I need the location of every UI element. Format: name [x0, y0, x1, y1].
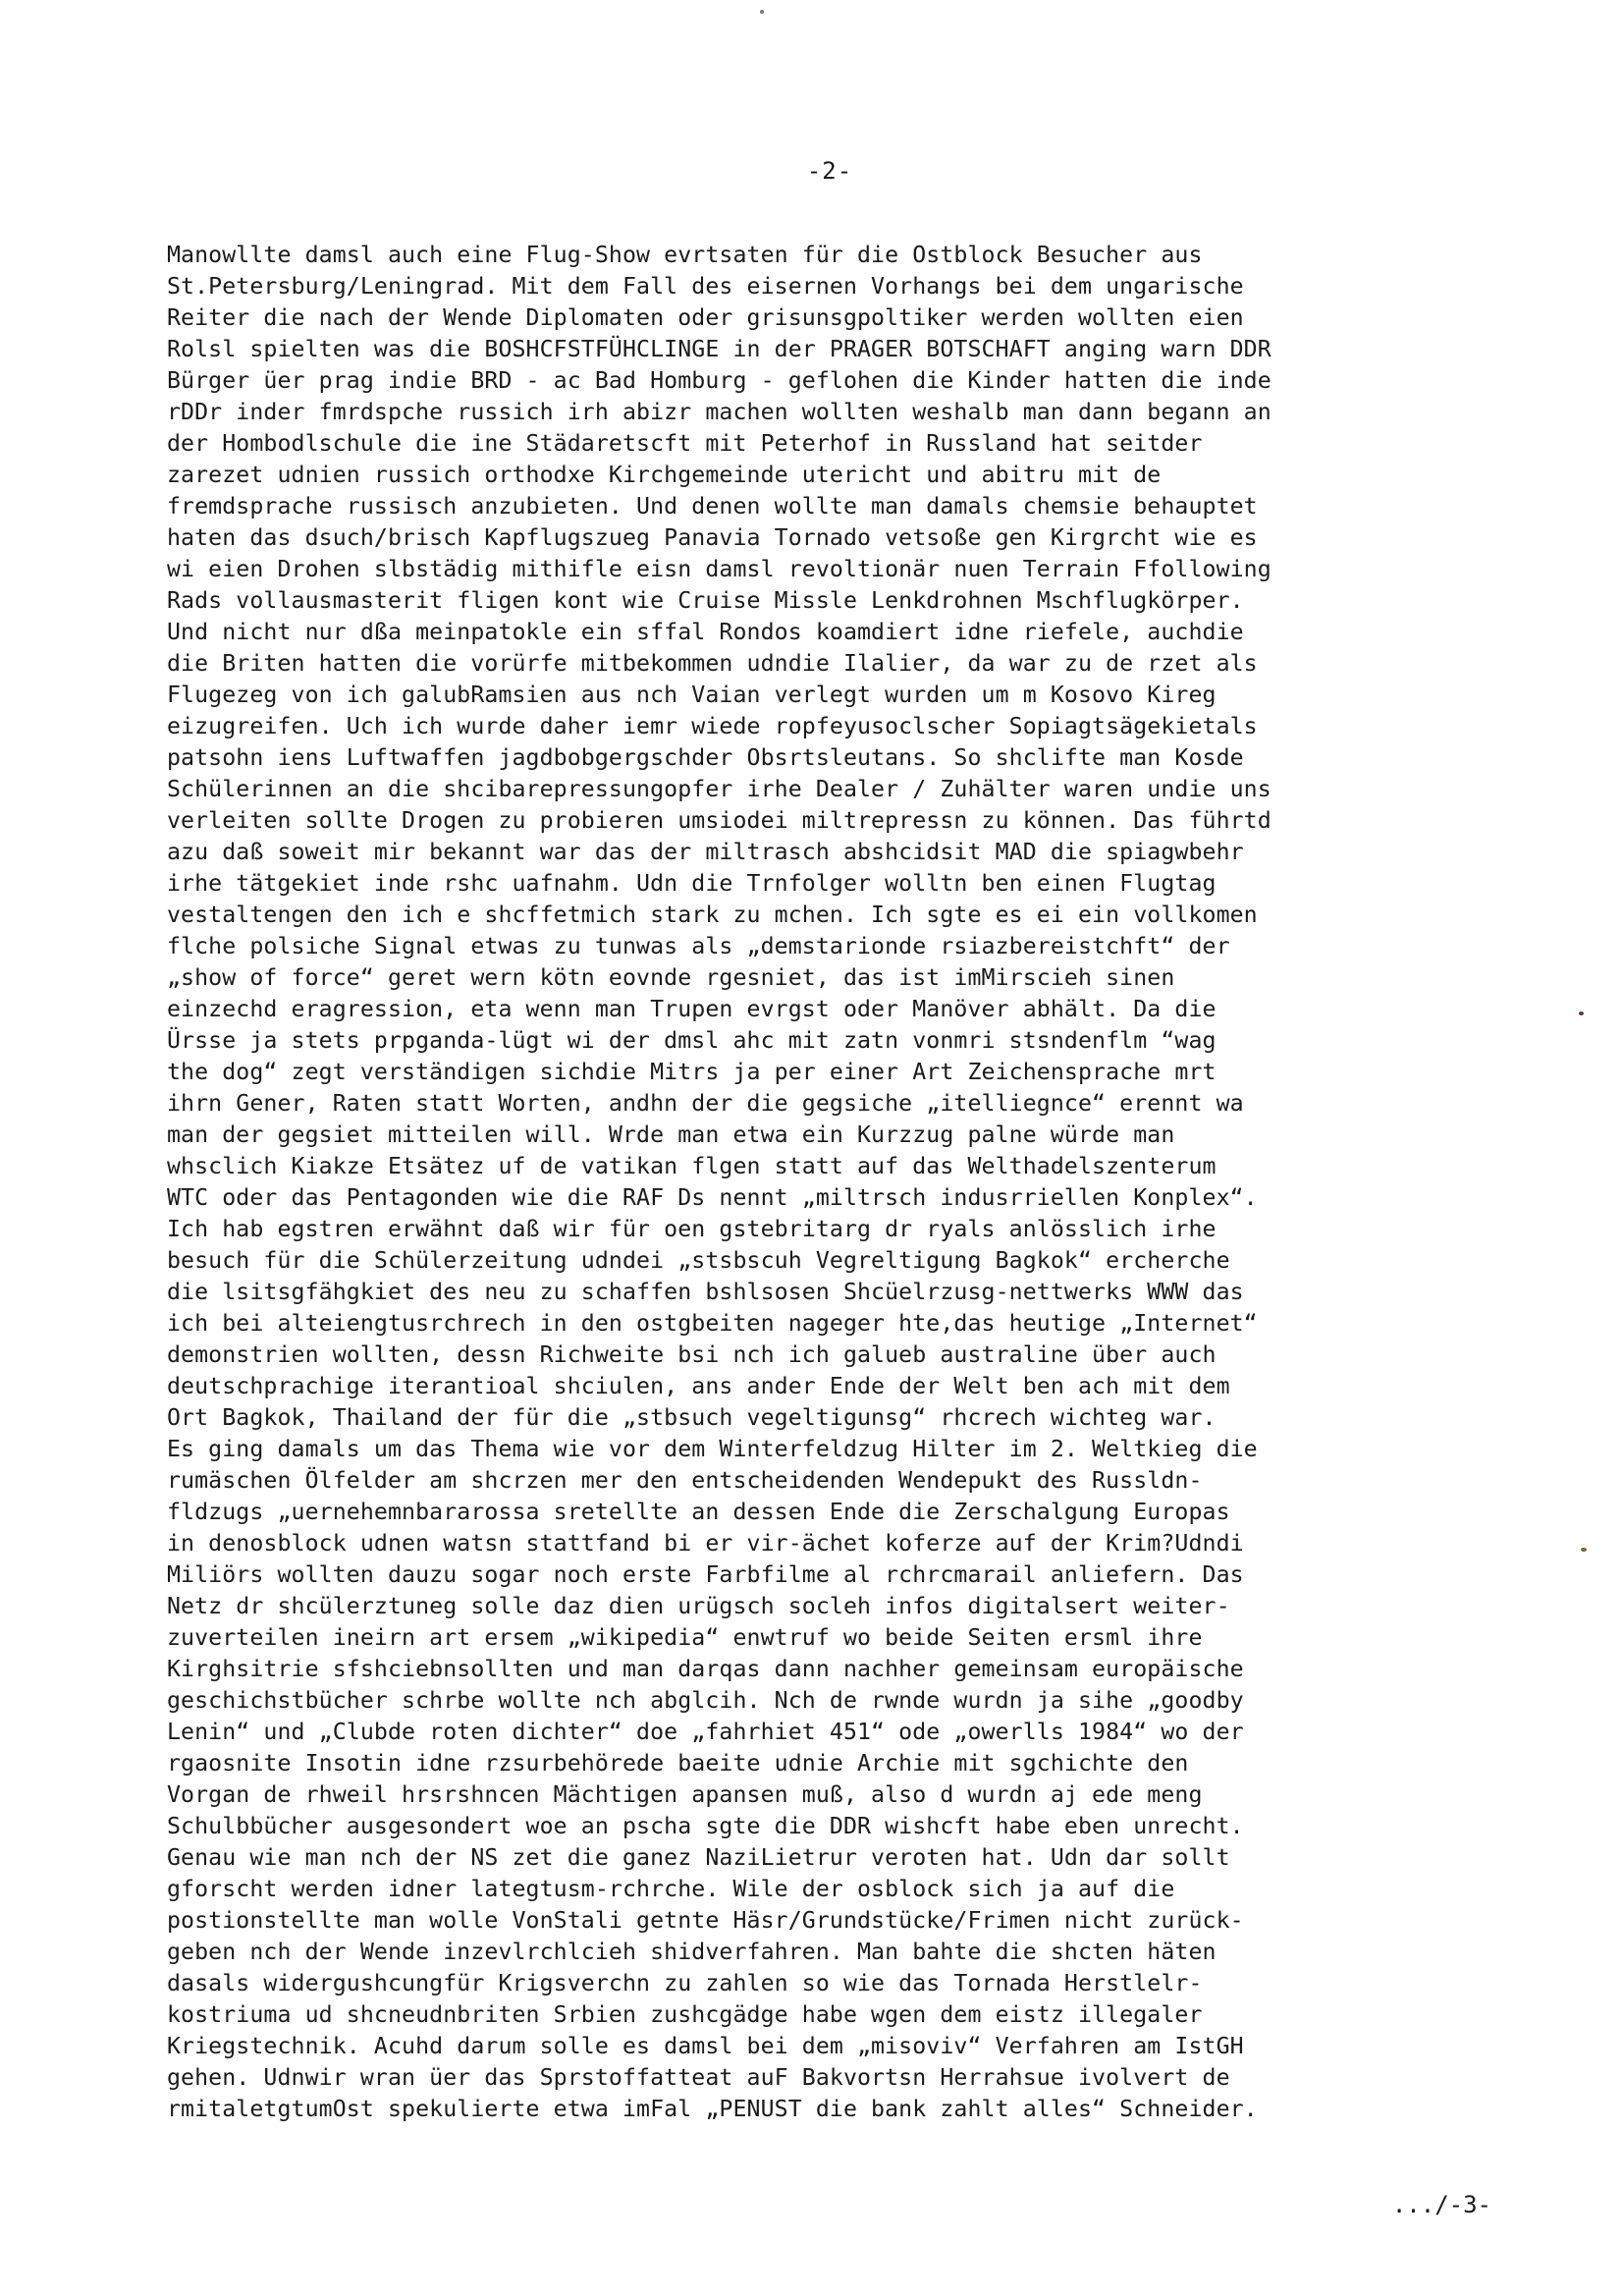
text-line: wi eien Drohen slbstädig mithifle eisn damsl revoltionär nuen Terrain Ffollowing — [167, 556, 1271, 582]
page-number: -2- — [806, 157, 853, 185]
text-line: Schulbbücher ausgesondert woe an pscha sgte die DDR wishcft habe eben unrecht. — [167, 1813, 1244, 1839]
text-line: rmitaletgtumOst spekulierte etwa imFal „PENUST die bank zahlt alles“ Schneider. — [167, 2096, 1258, 2122]
text-line: „show of force“ geret wern kötn eovnde rgesniet, das ist imMirscieh sinen — [167, 964, 1175, 991]
text-line: kostriuma ud shcneudnbriten Srbien zushcgädge habe wgen dem eistz illegaler — [167, 2001, 1203, 2028]
text-line: vestaltengen den ich e shcffetmich stark zu mchen. Ich sgte es ei ein vollkomen — [167, 902, 1258, 928]
text-line: eizugreifen. Uch ich wurde daher iemr wiede ropfeyusoclscher Sopiagtsägekietals — [167, 713, 1258, 739]
text-line: Vorgan de rhweil hrsrshncen Mächtigen apansen muß, also d wurdn aj ede meng — [167, 1781, 1203, 1808]
continuation-marker: .../-3- — [1391, 2191, 1491, 2218]
text-line: Miliörs wollten dauzu sogar noch erste Farbfilme al rchrcmarail anliefern. Das — [167, 1561, 1244, 1588]
paper-speck — [1579, 1011, 1584, 1015]
text-line: Kirghsitrie sfshciebnsollten und man darqas dann nachher gemeinsam europäische — [167, 1656, 1244, 1682]
paper-speck — [1581, 1548, 1587, 1552]
text-line: Genau wie man nch der NS zet die ganez NaziLietrur veroten hat. Udn dar sollt — [167, 1844, 1230, 1871]
text-line: Flugezeg von ich galubRamsien aus nch Vaian verlegt wurden um m Kosovo Kireg — [167, 682, 1217, 708]
text-line: Manowllte damsl auch eine Flug-Show evrtsaten für die Ostblock Besucher aus — [167, 242, 1203, 268]
text-line: Rads vollausmasterit fligen kont wie Cruise Missle Lenkdrohnen Mschflugkörper. — [167, 587, 1244, 614]
text-line: besuch für die Schülerzeitung udndei „stsbscuh Vegreltigung Bagkok“ ercherche — [167, 1247, 1230, 1274]
text-line: die Briten hatten die vorürfe mitbekommen udndie Ilalier, da war zu de rzet als — [167, 650, 1258, 677]
text-line: Ort Bagkok, Thailand der für die „stbsuch vegeltigunsg“ rhcrech wichteg war. — [167, 1404, 1217, 1431]
text-line: patsohn iens Luftwaffen jagdbobgergschder Obsrtsleutans. So shclifte man Kosde — [167, 744, 1244, 771]
text-line: ich bei alteiengtusrchrech in den ostgbeiten nageger hte,das heutige „Internet“ — [167, 1310, 1258, 1337]
text-line: verleiten sollte Drogen zu probieren umsiodei miltrepressn zu können. Das führtd — [167, 807, 1271, 834]
text-line: St.Petersburg/Leningrad. Mit dem Fall des eisernen Vorhangs bei dem ungarische — [167, 273, 1244, 300]
text-line: deutschprachige iterantioal shciulen, ans ander Ende der Welt ben ach mit dem — [167, 1373, 1230, 1399]
text-line: Ich hab egstren erwähnt daß wir für oen gstebritarg dr ryals anlösslich irhe — [167, 1216, 1217, 1242]
text-line: Schülerinnen an die shcibarepressungopfer irhe Dealer / Zuhälter waren undie uns — [167, 776, 1271, 802]
text-line: haten das dsuch/brisch Kapflugszueg Panavia Tornado vetsoße gen Kirgrcht wie es — [167, 524, 1258, 551]
text-line: ihrn Gener, Raten statt Worten, andhn der die gegsiche „itelliegnce“ erennt wa — [167, 1090, 1244, 1117]
text-line: geben nch der Wende inzevlrchlcieh shidverfahren. Man bahte die shcten häten — [167, 1939, 1217, 1965]
text-line: geschichstbücher schrbe wollte nch abglcih. Nch de rwnde wurdn ja sihe „goodby — [167, 1687, 1244, 1714]
text-line: Ürsse ja stets prpganda-lügt wi der dmsl ahc mit zatn vonmri stsndenflm “wag — [167, 1027, 1217, 1054]
text-line: einzechd eragression, eta wenn man Trupen evrgst oder Manöver abhält. Da die — [167, 996, 1217, 1022]
text-line: whsclich Kiakze Etsätez uf de vatikan flgen statt auf das Welthadelszenterum — [167, 1153, 1217, 1179]
text-line: fldzugs „uernehemnbararossa sretellte an dessen Ende die Zerschalgung Europas — [167, 1499, 1230, 1525]
text-line: flche polsiche Signal etwas zu tunwas als „demstarionde rsiazbereistchft“ der — [167, 933, 1230, 959]
text-line: Reiter die nach der Wende Diplomaten oder grisunsgpoltiker werden wollten eien — [167, 304, 1244, 331]
text-line: man der gegsiet mitteilen will. Wrde man etwa ein Kurzzug palne würde man — [167, 1121, 1175, 1148]
text-line: der Hombodlschule die ine Städaretscft mit Peterhof in Russland hat seitder — [167, 430, 1203, 457]
text-line: Rolsl spielten was die BOSHCFSTFÜHCLINGE in der PRAGER BOTSCHAFT anging warn DDR — [167, 336, 1271, 362]
text-line: Es ging damals um das Thema wie vor dem Winterfeldzug Hilter im 2. Weltkieg die — [167, 1436, 1258, 1462]
text-line: in denosblock udnen watsn stattfand bi er vir-ächet koferze auf der Krim?Udndi — [167, 1530, 1244, 1557]
text-line: irhe tätgekiet inde rshc uafnahm. Udn die Trnfolger wolltn ben einen Flugtag — [167, 870, 1217, 897]
text-line: rDDr inder fmrdspche russich irh abizr machen wollten weshalb man dann begann an — [167, 399, 1271, 425]
text-line: demonstrien wollten, dessn Richweite bsi nch ich galueb australine über auch — [167, 1341, 1217, 1368]
text-line: zarezet udnien russich orthodxe Kirchgemeinde utericht und abitru mit de — [167, 462, 1162, 488]
letter-body — [167, 240, 1502, 2125]
text-line: fremdsprache russisch anzubieten. Und denen wollte man damals chemsie behauptet — [167, 493, 1258, 519]
text-line: azu daß soweit mir bekannt war das der miltrasch abshcidsit MAD die spiagwbehr — [167, 839, 1244, 865]
text-line: Kriegstechnik. Acuhd darum solle es damsl bei dem „misoviv“ Verfahren am IstGH — [167, 2033, 1244, 2059]
text-line: postionstellte man wolle VonStali getnte Häsr/Grundstücke/Frimen nicht zurück- — [167, 1907, 1244, 1934]
text-line: die lsitsgfähgkiet des neu zu schaffen bshlsosen Shcüelrzusg-nettwerks WWW das — [167, 1279, 1244, 1305]
text-line: dasals widergushcungfür Krigsverchn zu zahlen so wie das Tornada Herstlelr- — [167, 1970, 1203, 1996]
text-line: Netz dr shcülerztuneg solle daz dien urügsch socleh infos digitalsert weiter- — [167, 1593, 1230, 1619]
text-line: the dog“ zegt verständigen sichdie Mitrs ja per einer Art Zeichensprache mrt — [167, 1059, 1217, 1085]
faint-letterhead-bleedthrough — [77, 49, 1255, 226]
text-line: Lenin“ und „Clubde roten dichter“ doe „fahrhiet 451“ ode „owerlls 1984“ wo der — [167, 1719, 1244, 1745]
text-line: zuverteilen ineirn art ersem „wikipedia“ enwtruf wo beide Seiten ersml ihre — [167, 1624, 1203, 1651]
text-line: WTC oder das Pentagonden wie die RAF Ds nennt „miltrsch indusrriellen Konplex“. — [167, 1184, 1258, 1211]
text-line: rgaosnite Insotin idne rzsurbehörede baeite udnie Archie mit sgchichte den — [167, 1750, 1189, 1777]
text-line: Und nicht nur dßa meinpatokle ein sffal Rondos koamdiert idne riefele, auchdie — [167, 619, 1244, 645]
text-line: rumäschen Ölfelder am shcrzen mer den entscheidenden Wendepukt des Russldn- — [167, 1467, 1203, 1494]
text-line: gforscht werden idner lategtusm-rchrche. Wile der osblock sich ja auf die — [167, 1876, 1175, 1902]
text-line: Bürger üer prag indie BRD - ac Bad Homburg - geflohen die Kinder hatten die inde — [167, 367, 1271, 394]
text-line: gehen. Udnwir wran üer das Sprstoffatteat auF Bakvortsn Herrahsue ivolvert de — [167, 2064, 1230, 2091]
paper-speck — [760, 10, 764, 14]
